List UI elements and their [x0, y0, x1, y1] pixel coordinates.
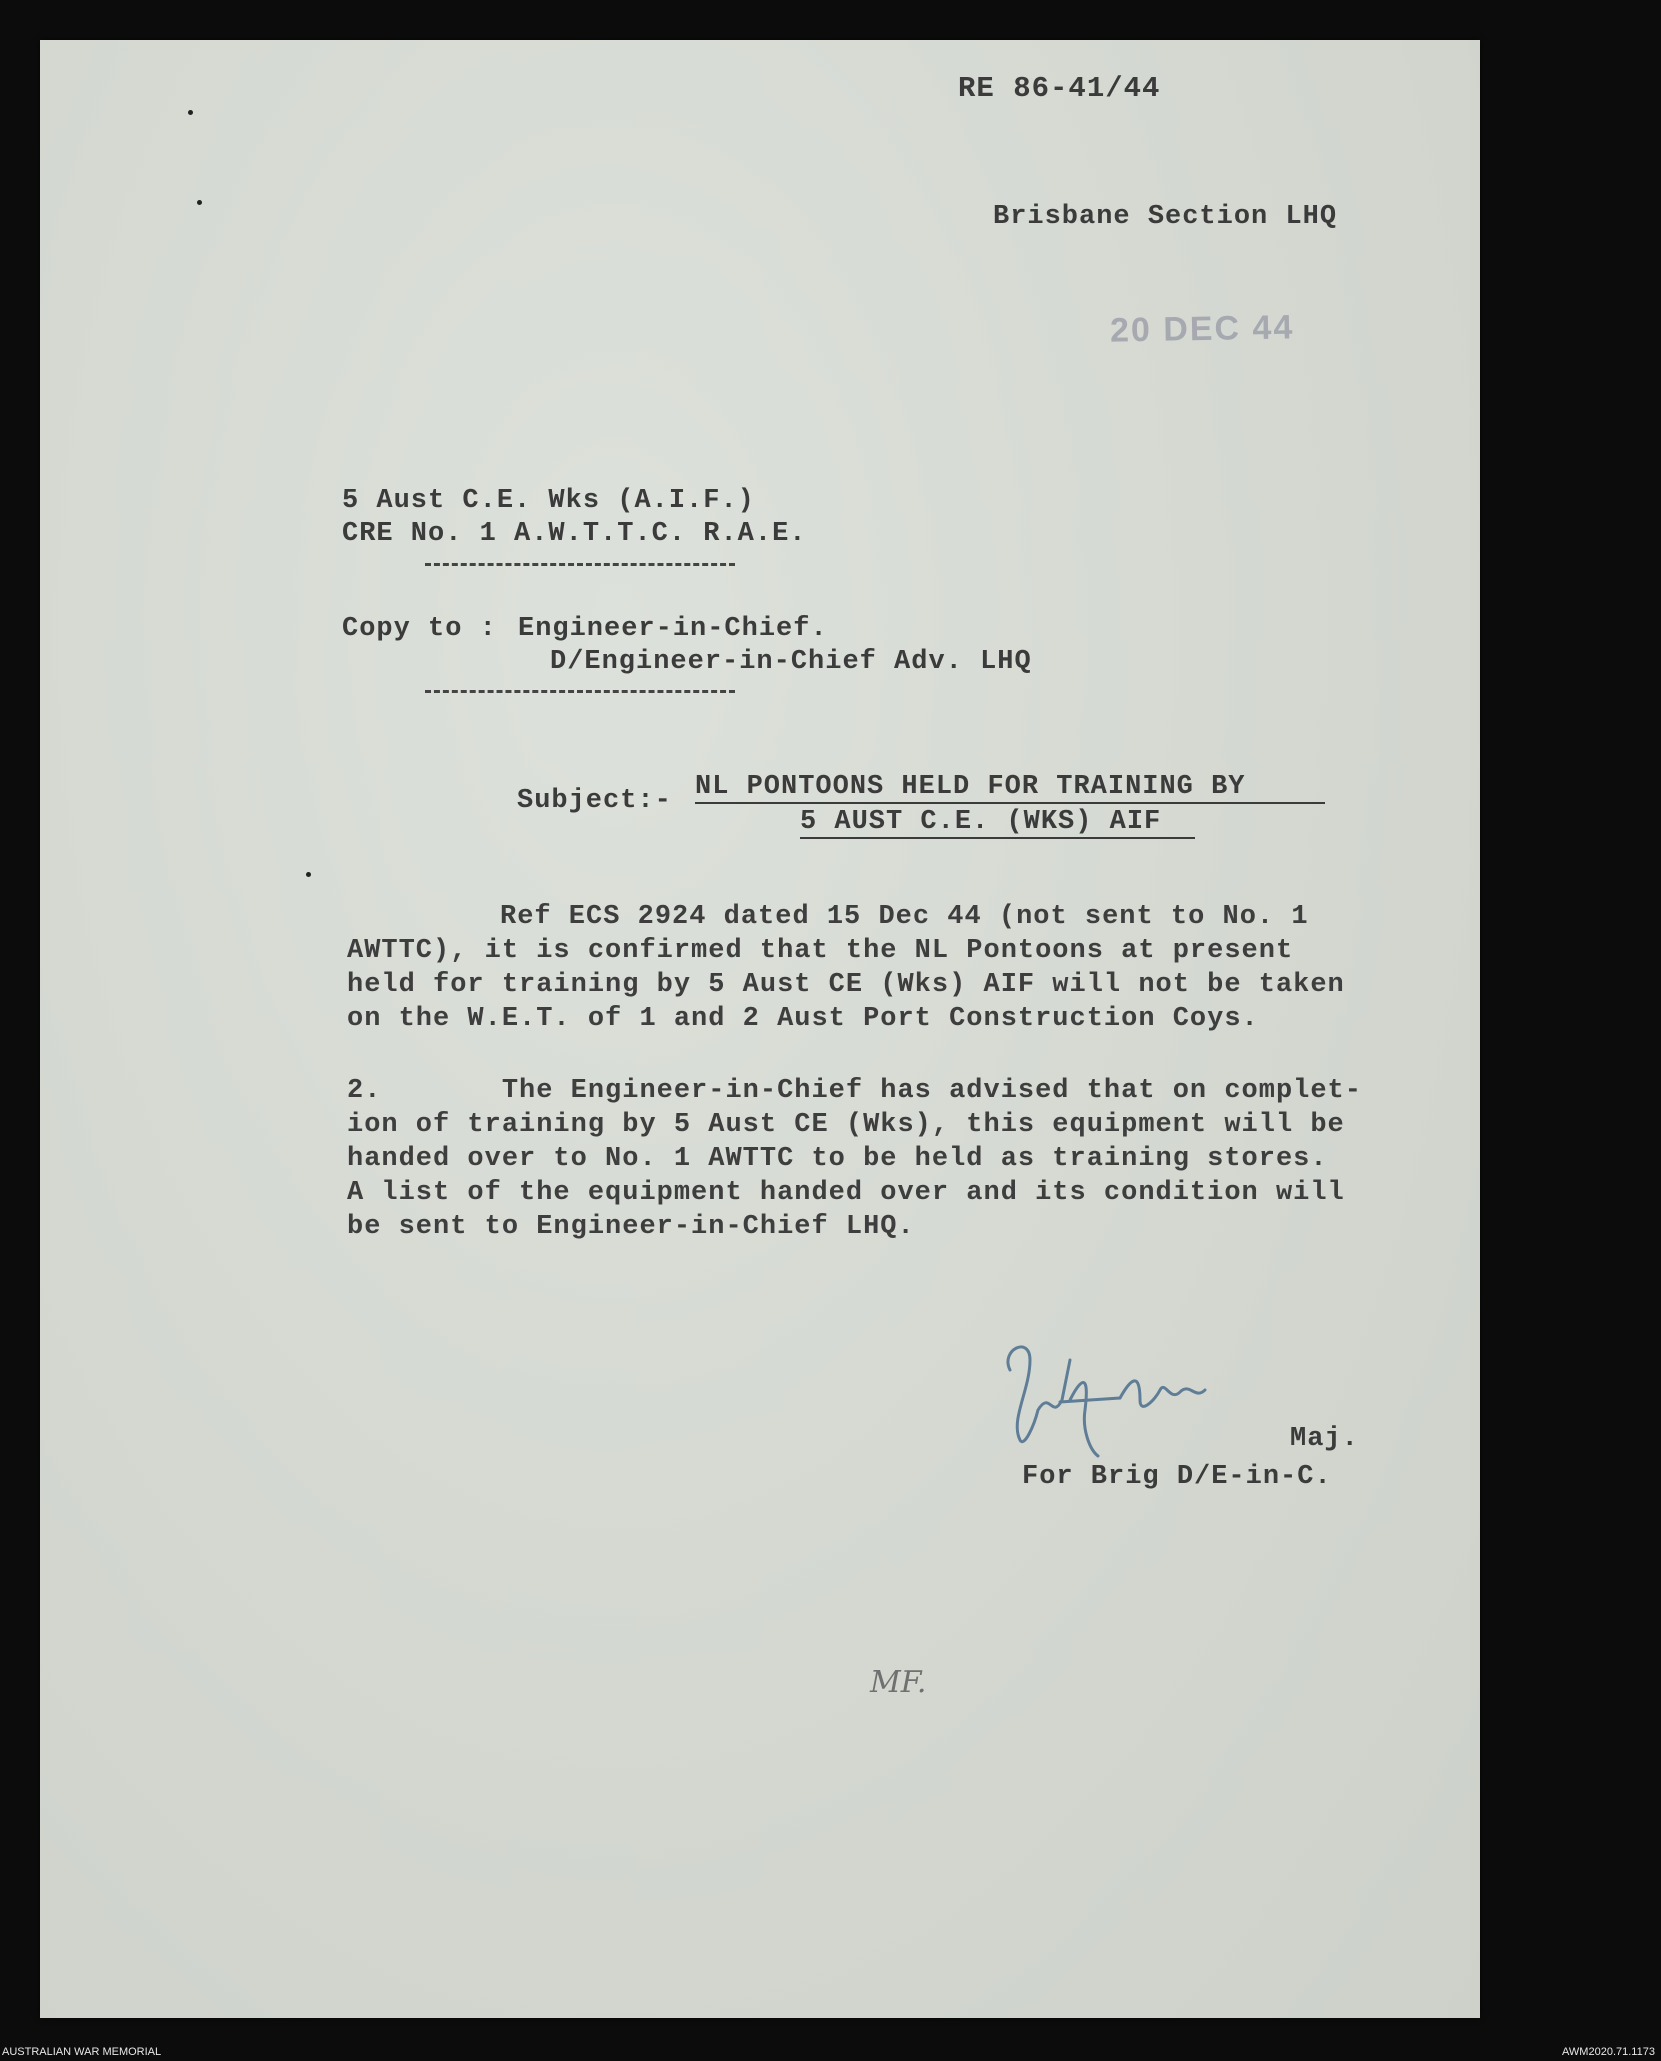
paragraph-1-line: held for training by 5 Aust CE (Wks) AIF will not be taken [347, 970, 1345, 1000]
date-stamp: 20 DEC 44 [1109, 308, 1295, 350]
subject-line-2: 5 AUST C.E. (WKS) AIF [800, 807, 1162, 837]
signature-for-line: For Brig D/E-in-C. [1022, 1462, 1332, 1492]
paragraph-2-line: ion of training by 5 Aust CE (Wks), this equipment will be [347, 1110, 1345, 1140]
subject-underline-1 [695, 802, 1325, 804]
signature-rank: Maj. [1290, 1424, 1359, 1454]
paragraph-1-line: Ref ECS 2924 dated 15 Dec 44 (not sent to No. 1 [500, 902, 1309, 932]
handwritten-initials: MF. [870, 1665, 927, 1700]
reference-number: RE 86-41/44 [958, 72, 1161, 105]
copy-to-line-1: Engineer-in-Chief. [518, 614, 828, 644]
addressee-line-1: 5 Aust C.E. Wks (A.I.F.) [342, 486, 755, 516]
paragraph-2-line: A list of the equipment handed over and its condition will [347, 1178, 1345, 1208]
addressee-line-2: CRE No. 1 A.W.T.T.C. R.A.E. [342, 519, 807, 549]
punch-mark [197, 200, 202, 205]
paragraph-2-line: be sent to Engineer-in-Chief LHQ. [347, 1212, 915, 1242]
punch-mark [188, 110, 193, 115]
origin-header: Brisbane Section LHQ [993, 202, 1338, 232]
addressee-divider [425, 563, 735, 566]
ink-dot [306, 872, 311, 877]
subject-label: Subject:- [517, 786, 672, 816]
copy-to-line-2: D/Engineer-in-Chief Adv. LHQ [550, 647, 1032, 677]
subject-underline-2 [800, 837, 1195, 839]
handwritten-signature [990, 1330, 1230, 1470]
paragraph-2-line: handed over to No. 1 AWTTC to be held as training stores. [347, 1144, 1328, 1174]
paragraph-1-line: AWTTC), it is confirmed that the NL Pontoons at present [347, 936, 1294, 966]
footer-accession-number: AWM2020.71.1173 [1562, 2046, 1655, 2058]
copy-to-divider [425, 690, 735, 693]
paragraph-1-line: on the W.E.T. of 1 and 2 Aust Port Construction Coys. [347, 1004, 1259, 1034]
paragraph-2-line: 2. The Engineer-in-Chief has advised that on complet- [347, 1076, 1362, 1106]
copy-to-label: Copy to : [342, 614, 497, 644]
subject-line-1: NL PONTOONS HELD FOR TRAINING BY [695, 772, 1246, 802]
footer-archive-name: AUSTRALIAN WAR MEMORIAL [2, 2046, 162, 2058]
document-page [40, 40, 1480, 2018]
